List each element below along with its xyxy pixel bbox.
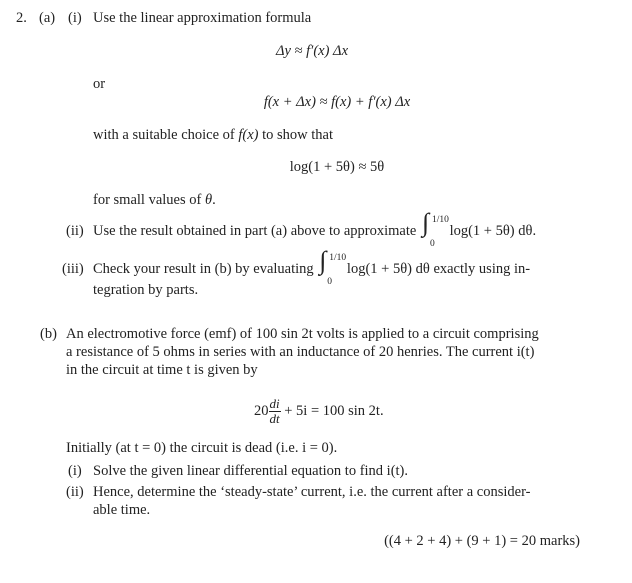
choice-pre: with a suitable choice of: [93, 127, 235, 143]
integral-lower: 0: [327, 276, 333, 287]
small-post: .: [212, 192, 216, 208]
formula-log: log(1 + 5θ) ≈ 5θ: [289, 159, 385, 175]
integral-upper: 1/10: [431, 214, 449, 225]
part-a-ii-body: Use the result obtained in part (a) above to approximate: [93, 223, 417, 239]
integrand: log(1 + 5θ) dθ.: [449, 223, 537, 239]
part-a-i-intro: Use the linear approximation formula: [93, 10, 312, 26]
part-a-ii-label: (ii): [66, 223, 84, 239]
choice-text: [93, 126, 333, 144]
part-a-iii-line2: tegration by parts.: [93, 282, 199, 298]
part-b-ii-line2: able time.: [93, 502, 151, 518]
part-b-ii-label: (ii): [66, 484, 84, 500]
integral-upper: 1/10: [329, 252, 347, 263]
choice-post: to show that: [262, 127, 333, 143]
marks-allocation: ((4 + 2 + 4) + (9 + 1) = 20 marks): [384, 533, 580, 549]
or-text: or: [93, 76, 106, 92]
derivative-fraction: [269, 397, 281, 426]
part-a-label: (a): [39, 10, 56, 26]
part-a-iii-text: [93, 245, 531, 287]
small-pre: for small values of: [93, 192, 202, 208]
part-b-line2: a resistance of 5 ohms in series with an inductance of 20 henries. The current i(t): [66, 344, 535, 360]
part-b-line3: in the circuit at time t is given by: [66, 362, 258, 378]
eq-denominator: dt: [269, 411, 280, 427]
eq-coefficient: 20: [254, 403, 269, 419]
integrand: log(1 + 5θ) dθ: [346, 261, 430, 277]
part-a-iii-label: (iii): [62, 261, 84, 277]
part-b-line1: An electromotive force (emf) of 100 sin 2t volts is applied to a circuit comprising: [66, 326, 539, 342]
part-a-ii-text: [93, 207, 537, 249]
integral-lower: 0: [429, 238, 435, 249]
formula-linear-approx: Δy ≈ f′(x) Δx: [275, 43, 349, 59]
small-values-text: [93, 191, 216, 209]
eq-numerator: di: [269, 396, 280, 412]
part-b-i-text: Solve the given linear differential equation to find i(t).: [93, 463, 409, 479]
part-a-i-label: (i): [68, 10, 82, 26]
formula-expanded: f(x + Δx) ≈ f(x) + f′(x) Δx: [263, 94, 411, 110]
part-b-ii-line1: Hence, determine the ‘steady-state’ current, i.e. the current after a consider-: [93, 484, 531, 500]
choice-math: f(x): [238, 127, 259, 143]
question-number: 2.: [16, 10, 27, 26]
part-a-iii-pre: Check your result in (b) by evaluating: [93, 261, 314, 277]
part-b-i-label: (i): [68, 463, 82, 479]
small-math: θ: [204, 192, 213, 208]
integral-sign: ∫ 1/10 0: [317, 261, 343, 279]
part-b-label: (b): [40, 326, 57, 342]
initial-condition: Initially (at t = 0) the circuit is dead (i.e. i = 0).: [66, 440, 338, 456]
differential-equation: [254, 396, 384, 426]
eq-rest: + 5i = 100 sin 2t.: [284, 403, 384, 419]
part-a-iii-post: exactly using in-: [433, 261, 531, 277]
integral-sign: ∫ 1/10 0: [420, 223, 446, 241]
